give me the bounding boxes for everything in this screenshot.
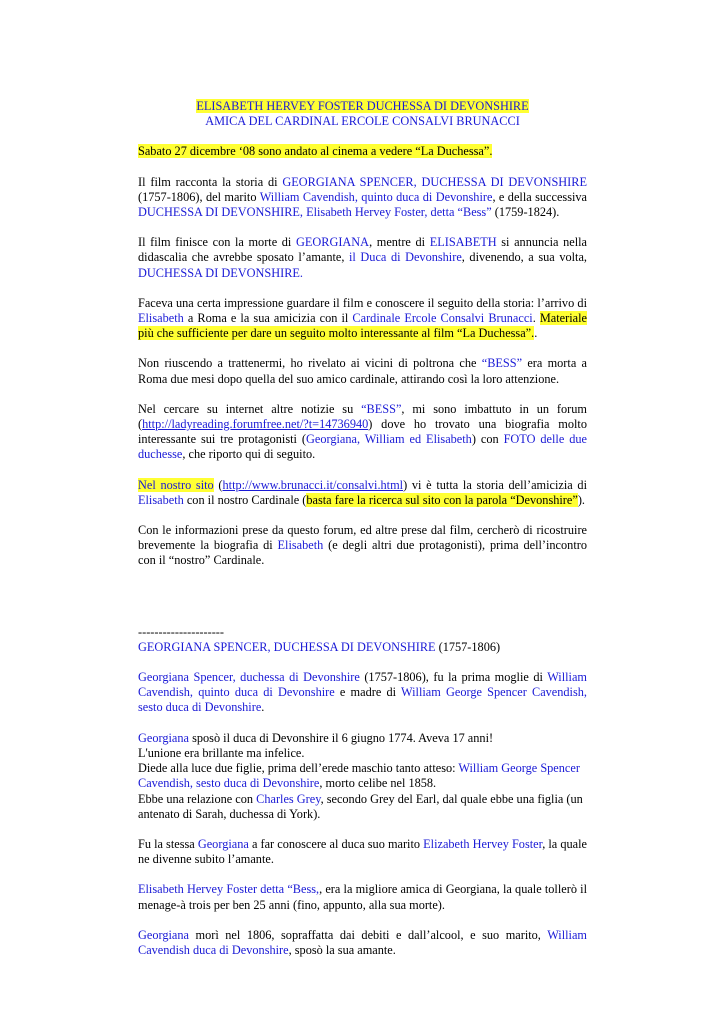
s2-text: Ebbe una relazione con (138, 791, 257, 806)
p2-text: Il film racconta la storia di (138, 174, 283, 189)
separator-line: --------------------- (138, 624, 224, 639)
bess-link[interactable]: “BESS” (481, 356, 523, 371)
georgiana-link[interactable]: GEORGIANA (295, 235, 370, 250)
s3-text: a far conoscere al duca suo marito (248, 836, 424, 851)
cardinale-link[interactable]: Cardinale Ercole Consalvi Brunacci (352, 311, 533, 326)
william-link[interactable]: William Cavendish, quinto duca di Devonshire (259, 189, 493, 204)
georgiana-link[interactable]: Georgiana (197, 836, 249, 851)
elisabeth-link[interactable]: Elisabeth (138, 492, 184, 507)
georgiana-link[interactable]: Georgiana (138, 927, 189, 942)
elisabeth-link[interactable]: Elisabeth (277, 538, 324, 553)
bess-link[interactable]: “BESS” (361, 401, 402, 416)
s2-text: Diede alla luce due figlie, prima dell’erede maschio tanto atteso: (138, 761, 459, 776)
forum-url-link[interactable]: http://ladyreading.forumfree.net/?t=14736940 (142, 417, 369, 432)
p7-text: con il nostro Cardinale ( (183, 492, 307, 507)
spacer (138, 584, 587, 610)
protagonisti-link[interactable]: Georgiana, William ed Elisabeth (305, 432, 472, 447)
p3-text: Il film finisce con la morte di (138, 235, 296, 250)
p3-text: , divenendo, a sua volta, (461, 250, 587, 265)
paragraph-bess (138, 356, 587, 386)
section-heading-years: (1757-1806) (435, 639, 501, 654)
title-2-text: AMICA DEL CARDINAL ERCOLE CONSALVI BRUNACCI (205, 114, 520, 129)
s5-text: morì nel 1806, sopraffatta dai debiti e dall’alcool, e suo marito, (189, 927, 548, 942)
s2-text: , morto celibe nel 1858. (319, 776, 437, 791)
section-heading-link[interactable]: GEORGIANA SPENCER, DUCHESSA DI DEVONSHIRE (138, 639, 436, 654)
s2-text: , secondo Grey del Earl, dal quale ebbe una figlia (un antenato di Sarah, duchessa di York). (138, 791, 583, 821)
p1-text: Sabato 27 dicembre ‘08 sono andato al cinema a vedere “La Duchessa”. (138, 144, 493, 159)
william-george-link[interactable]: William George Spencer Cavendish, sesto duca di Devonshire (138, 761, 580, 791)
p7-text: ). (577, 492, 585, 507)
paragraph-film-ending (138, 235, 587, 281)
duchessa-link[interactable]: DUCHESSA DI DEVONSHIRE. (138, 265, 303, 280)
p6-text: ) con (471, 432, 504, 447)
duca-link[interactable]: il Duca di Devonshire (349, 250, 462, 265)
p8-text: (e degli altri due protagonisti), prima dell’incontro con il “nostro” Cardinale. (138, 538, 587, 568)
site-link[interactable]: Nel nostro sito (138, 477, 214, 492)
p5-text: era morta a Roma due mesi dopo quella del suo amico cardinale, attirando così la loro attenzione. (138, 356, 587, 386)
p4-text: . (534, 326, 538, 341)
georgiana-link[interactable]: Georgiana Spencer, duchessa di Devonshire (138, 670, 360, 685)
highlighted-text: basta fare la ricerca sul sito con la parola “Devonshire” (306, 492, 578, 507)
p7-text: ) vi è tutta la storia dell’amicizia di (403, 477, 587, 492)
charles-grey-link[interactable]: Charles Grey (256, 791, 321, 806)
s2-text: L'unione era brillante ma infelice. (138, 745, 305, 760)
elisabeth-link[interactable]: ELISABETH (429, 235, 497, 250)
p5-text: Non riuscendo a trattenermi, ho rivelato ai vicini di poltrona che (138, 356, 482, 371)
p3-text: si annuncia nella didascalia che avrebbe sposato l’amante, (138, 235, 587, 265)
elisabeth-link[interactable]: Elisabeth Hervey Foster detta “Bess, (138, 882, 320, 897)
paragraph-georgiana-death (138, 928, 587, 958)
s3-text: , la quale ne divenne subito l’amante. (138, 836, 587, 867)
paragraph-film-story (138, 175, 587, 221)
elisabeth-link[interactable]: DUCHESSA DI DEVONSHIRE, Elisabeth Hervey Foster, detta “Bess” (138, 205, 492, 220)
paragraph-intent (138, 523, 587, 569)
p2-text: (1759-1824). (491, 205, 560, 220)
p3-text: , mentre di (369, 235, 430, 250)
s4-text: , era la migliore amica di Georgiana, la quale tollerò il menage-à trois per ben 25 anni (fino, appunto, alla sua morte). (138, 882, 587, 912)
section-heading (138, 640, 587, 655)
s1-text: . (261, 700, 265, 715)
paragraph-rome (138, 296, 587, 342)
s1-text: e madre di (334, 685, 402, 700)
p6-text: Nel cercare su internet altre notizie su (138, 401, 362, 416)
elisabeth-link[interactable]: Elisabeth (138, 311, 184, 326)
p8-text: Con le informazioni prese da questo forum, ed altre prese dal film, cercherò di ricostruire brevemente la biografia di (138, 523, 587, 553)
paragraph-cinema (138, 144, 587, 159)
william-george-link[interactable]: William George Spencer Cavendish, sesto duca di Devonshire (138, 685, 587, 715)
paragraph-georgiana-intro (138, 670, 587, 716)
title-line-2 (138, 114, 587, 129)
georgiana-link[interactable]: GEORGIANA SPENCER, DUCHESSA DI DEVONSHIRE (282, 174, 587, 189)
highlighted-text: Materiale più che sufficiente per dare un seguito molto interessante al film “La Duchessa”. (138, 311, 587, 341)
paragraph-forum (138, 402, 587, 463)
paragraph-introduction (138, 837, 587, 867)
p7-text: ( (213, 477, 223, 492)
title-1-text: ELISABETH HERVEY FOSTER DUCHESSA DI DEVONSHIRE (196, 99, 529, 113)
paragraph-georgiana-life (138, 731, 587, 822)
p4-text: a Roma e la sua amicizia con il (183, 311, 353, 326)
william-link[interactable]: William Cavendish duca di Devonshire (138, 927, 587, 957)
title-line-1 (138, 99, 587, 114)
s3-text: Fu la stessa (138, 836, 198, 851)
p6-text: , che riporto qui di seguito. (182, 447, 316, 462)
foto-link[interactable]: FOTO delle due duchesse (138, 432, 587, 462)
document-body (138, 99, 587, 973)
p6-text: , mi sono imbattuto in un forum ( (138, 401, 587, 432)
elizabeth-link[interactable]: Elizabeth Hervey Foster (423, 836, 543, 851)
p4-text: . (532, 311, 540, 326)
paragraph-site (138, 478, 587, 508)
paragraph-bess-friend (138, 882, 587, 912)
s5-text: , sposò la sua amante. (288, 942, 396, 957)
p2-text: , e della successiva (492, 189, 588, 204)
spacer (138, 610, 587, 625)
p4-text: Faceva una certa impressione guardare il film e conoscere il seguito della storia: l’arrivo di (138, 295, 587, 310)
william-link[interactable]: William Cavendish, quinto duca di Devonshire (138, 670, 587, 700)
georgiana-link[interactable]: Georgiana (138, 730, 189, 745)
s1-text: (1757-1806), fu la prima moglie di (359, 670, 548, 685)
s2-text: sposò il duca di Devonshire il 6 giugno 1774. Aveva 17 anni! (189, 730, 494, 745)
p2-text: (1757-1806), del marito (138, 189, 260, 204)
p6-text: ) dove ho trovato una biografia molto interessante sui tre protagonisti ( (138, 417, 587, 447)
site-url-link[interactable]: http://www.brunacci.it/consalvi.html (222, 477, 404, 492)
